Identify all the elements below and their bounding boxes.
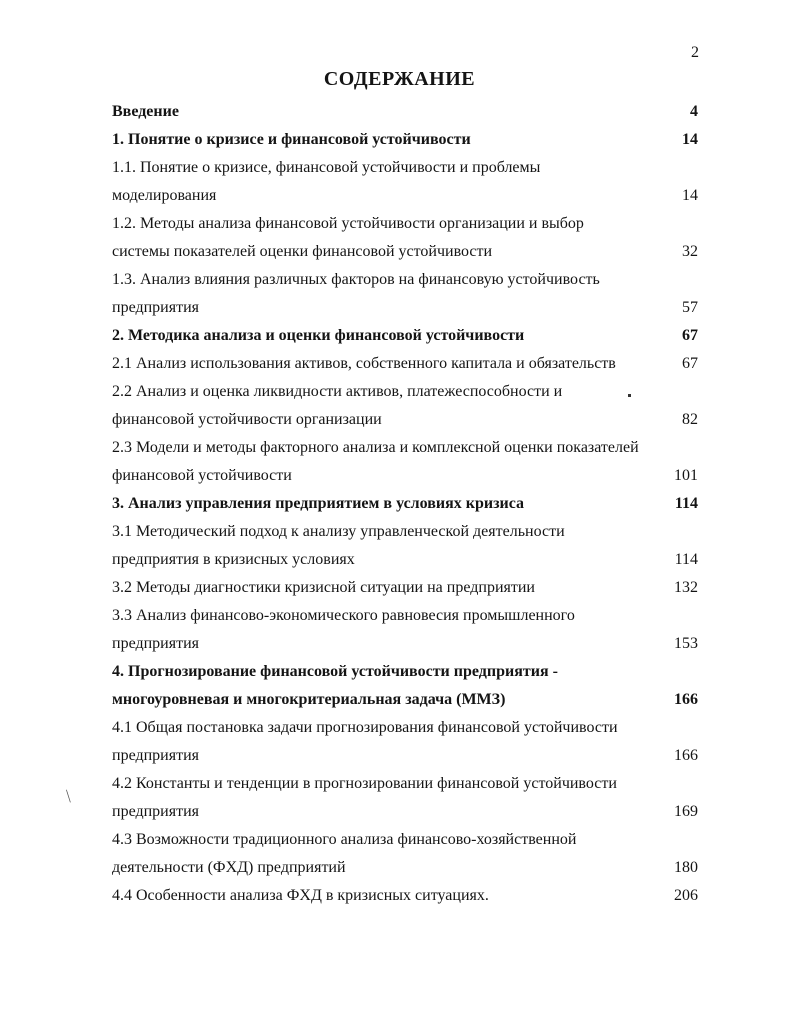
scan-speck — [628, 394, 631, 397]
toc-entry-section-1-2 — [112, 210, 698, 266]
toc-entry-page: 114 — [674, 551, 698, 568]
toc-entry-chapter-3 — [112, 490, 698, 518]
toc-entry-text: 1.3. Анализ влияния различных факторов на финансовую устойчивость предприятия — [112, 271, 600, 316]
toc-entry-chapter-4 — [112, 658, 698, 714]
toc-entry-page: 101 — [674, 467, 698, 484]
table-of-contents — [112, 98, 698, 910]
toc-entry-page: 166 — [674, 691, 698, 708]
toc-entry-section-3-3 — [112, 602, 698, 658]
toc-entry-section-3-2 — [112, 574, 698, 602]
toc-entry-section-4-4 — [112, 882, 698, 910]
toc-entry-page: 57 — [682, 299, 698, 316]
toc-entry-page: 32 — [682, 243, 698, 260]
toc-entry-text: 1.2. Методы анализа финансовой устойчивости организации и выбор системы показателей оценки финансовой устойчивости — [112, 215, 584, 260]
toc-entry-page: 166 — [674, 747, 698, 764]
toc-entry-text: 3.1 Методический подход к анализу управленческой деятельности предприятия в кризисных условиях — [112, 523, 565, 568]
scan-mark: ⧹ — [66, 790, 71, 805]
toc-entry-text: 1.1. Понятие о кризисе, финансовой устойчивости и проблемы моделирования — [112, 159, 541, 204]
toc-entry-text: 2.3 Модели и методы факторного анализа и комплексной оценки показателей финансовой устойчивости — [112, 439, 639, 484]
toc-entry-section-1-3 — [112, 266, 698, 322]
toc-entry-text: 2.1 Анализ использования активов, собственного капитала и обязательств — [112, 355, 616, 372]
page-number: 2 — [691, 44, 699, 61]
toc-entry-section-3-1 — [112, 518, 698, 574]
toc-entry-page: 67 — [682, 355, 698, 372]
toc-entry-text: 4. Прогнозирование финансовой устойчивости предприятия - многоуровневая и многокритериальная задача (ММЗ) — [112, 663, 558, 708]
toc-entry-text: 3. Анализ управления предприятием в условиях кризиса — [112, 495, 525, 512]
toc-entry-section-1-1 — [112, 154, 698, 210]
toc-entry-text: 3.3 Анализ финансово-экономического равновесия промышленного предприятия — [112, 607, 575, 652]
toc-entry-section-2-1 — [112, 350, 698, 378]
toc-entry-text: 4.4 Особенности анализа ФХД в кризисных ситуациях. — [112, 887, 489, 904]
toc-entry-page: 82 — [682, 411, 698, 428]
toc-entry-text: 4.2 Константы и тенденции в прогнозировании финансовой устойчивости предприятия — [112, 775, 617, 820]
toc-entry-text: 2.2 Анализ и оценка ликвидности активов, платежеспособности и финансовой устойчивости организации — [112, 383, 563, 428]
toc-entry-section-2-3 — [112, 434, 698, 490]
toc-entry-chapter-2 — [112, 322, 698, 350]
toc-entry-page: 14 — [682, 187, 698, 204]
toc-entry-page: 153 — [674, 635, 698, 652]
toc-entry-page: 180 — [674, 859, 698, 876]
toc-entry-page: 114 — [674, 495, 698, 512]
toc-entry-page: 206 — [674, 887, 698, 904]
toc-entry-text: 4.3 Возможности традиционного анализа финансово-хозяйственной деятельности (ФХД) предприятий — [112, 831, 577, 876]
page-title: СОДЕРЖАНИЕ — [323, 68, 476, 90]
toc-entry-text: 2. Методика анализа и оценки финансовой устойчивости — [112, 327, 525, 344]
toc-entry-text: 3.2 Методы диагностики кризисной ситуации на предприятии — [112, 579, 535, 596]
toc-entry-page: 132 — [674, 579, 698, 596]
toc-entry-page: 14 — [682, 131, 698, 148]
toc-entry-section-4-3 — [112, 826, 698, 882]
toc-entry-text: 1. Понятие о кризисе и финансовой устойчивости — [112, 131, 471, 148]
toc-entry-introduction — [112, 98, 698, 126]
toc-entry-page: 67 — [682, 327, 698, 344]
toc-entry-page: 169 — [674, 803, 698, 820]
toc-entry-text: Введение — [112, 103, 179, 120]
toc-entry-page: 4 — [690, 103, 698, 120]
toc-entry-chapter-1 — [112, 126, 698, 154]
toc-entry-text: 4.1 Общая постановка задачи прогнозирования финансовой устойчивости предприятия — [112, 719, 618, 764]
toc-entry-section-4-1 — [112, 714, 698, 770]
toc-entry-section-4-2 — [112, 770, 698, 826]
toc-entry-section-2-2 — [112, 378, 698, 434]
